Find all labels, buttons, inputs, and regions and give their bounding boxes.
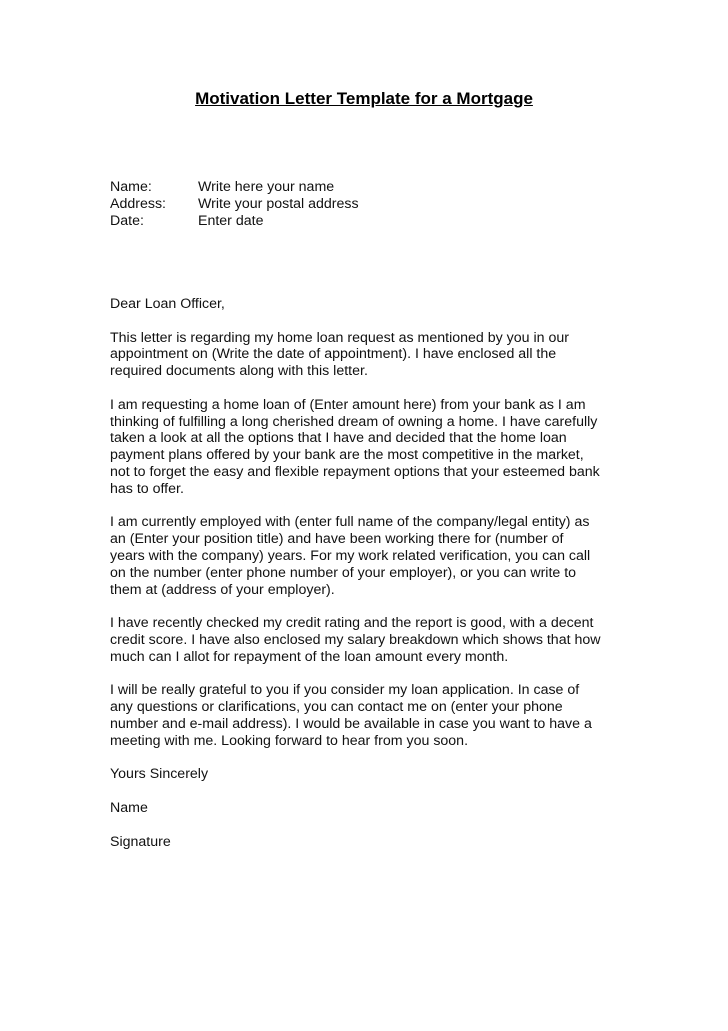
paragraph-closing-remarks bbox=[110, 682, 630, 749]
sender-info-block bbox=[110, 179, 359, 229]
address-field-value: Write your postal address bbox=[198, 195, 359, 212]
paragraph-loan-request bbox=[110, 397, 630, 498]
address-field-row bbox=[110, 196, 359, 213]
text-line: I am currently employed with (enter full name of the company/legal entity) as bbox=[110, 514, 590, 531]
name-line: Name bbox=[110, 799, 148, 816]
date-field-label: Date: bbox=[110, 212, 144, 229]
salutation: Dear Loan Officer, bbox=[110, 296, 225, 312]
text-line: years with the company) years. For my work related verification, you can call bbox=[110, 547, 591, 564]
document-title: Motivation Letter Template for a Mortgage bbox=[195, 89, 533, 108]
closing-phrase: Yours Sincerely bbox=[110, 766, 209, 783]
text-line: credit score. I have also enclosed my salary breakdown which shows that how bbox=[110, 631, 601, 648]
text-line: thinking of fulfilling a long cherished dream of owning a home. I have carefully bbox=[110, 413, 598, 430]
letter-body bbox=[110, 296, 630, 867]
text-line: has to offer. bbox=[110, 480, 184, 497]
text-line: any questions or clarifications, you can contact me on (enter your phone bbox=[110, 699, 563, 716]
text-line: I have recently checked my credit rating and the report is good, with a decent bbox=[110, 615, 594, 632]
text-line: appointment on (Write the date of appointment). I have enclosed all the bbox=[110, 346, 557, 363]
paragraph-employment bbox=[110, 514, 630, 598]
text-line: on the number (enter phone number of your employer), or you can write to bbox=[110, 564, 577, 581]
paragraph-credit bbox=[110, 615, 630, 665]
signature-line: Signature bbox=[110, 833, 171, 850]
text-line: I will be really grateful to you if you consider my loan application. In case of bbox=[110, 682, 580, 699]
text-line: number and e-mail address). I would be available in case you want to have a bbox=[110, 715, 592, 732]
text-line: This letter is regarding my home loan request as mentioned by you in our bbox=[110, 329, 569, 346]
text-line: meeting with me. Looking forward to hear from you soon. bbox=[110, 732, 469, 749]
name-field-row bbox=[110, 179, 359, 196]
date-field-row bbox=[110, 213, 359, 230]
paragraph-intro bbox=[110, 330, 630, 380]
text-line: required documents along with this letter. bbox=[110, 363, 368, 380]
text-line: not to forget the easy and flexible repayment options that your esteemed bank bbox=[110, 463, 600, 480]
address-field-label: Address: bbox=[110, 195, 166, 212]
text-line: much can I allot for repayment of the loan amount every month. bbox=[110, 648, 509, 665]
text-line: payment plans offered by your bank are the most competitive in the market, bbox=[110, 447, 584, 464]
text-line: an (Enter your position title) and have been working there for (number of bbox=[110, 531, 564, 548]
text-line: them at (address of your employer). bbox=[110, 581, 335, 598]
text-line: I am requesting a home loan of (Enter amount here) from your bank as I am bbox=[110, 396, 586, 413]
name-field-label: Name: bbox=[110, 179, 152, 195]
text-line: taken a look at all the options that I have and decided that the home loan bbox=[110, 430, 567, 447]
date-field-value: Enter date bbox=[198, 212, 264, 229]
name-field-value: Write here your name bbox=[198, 179, 335, 195]
